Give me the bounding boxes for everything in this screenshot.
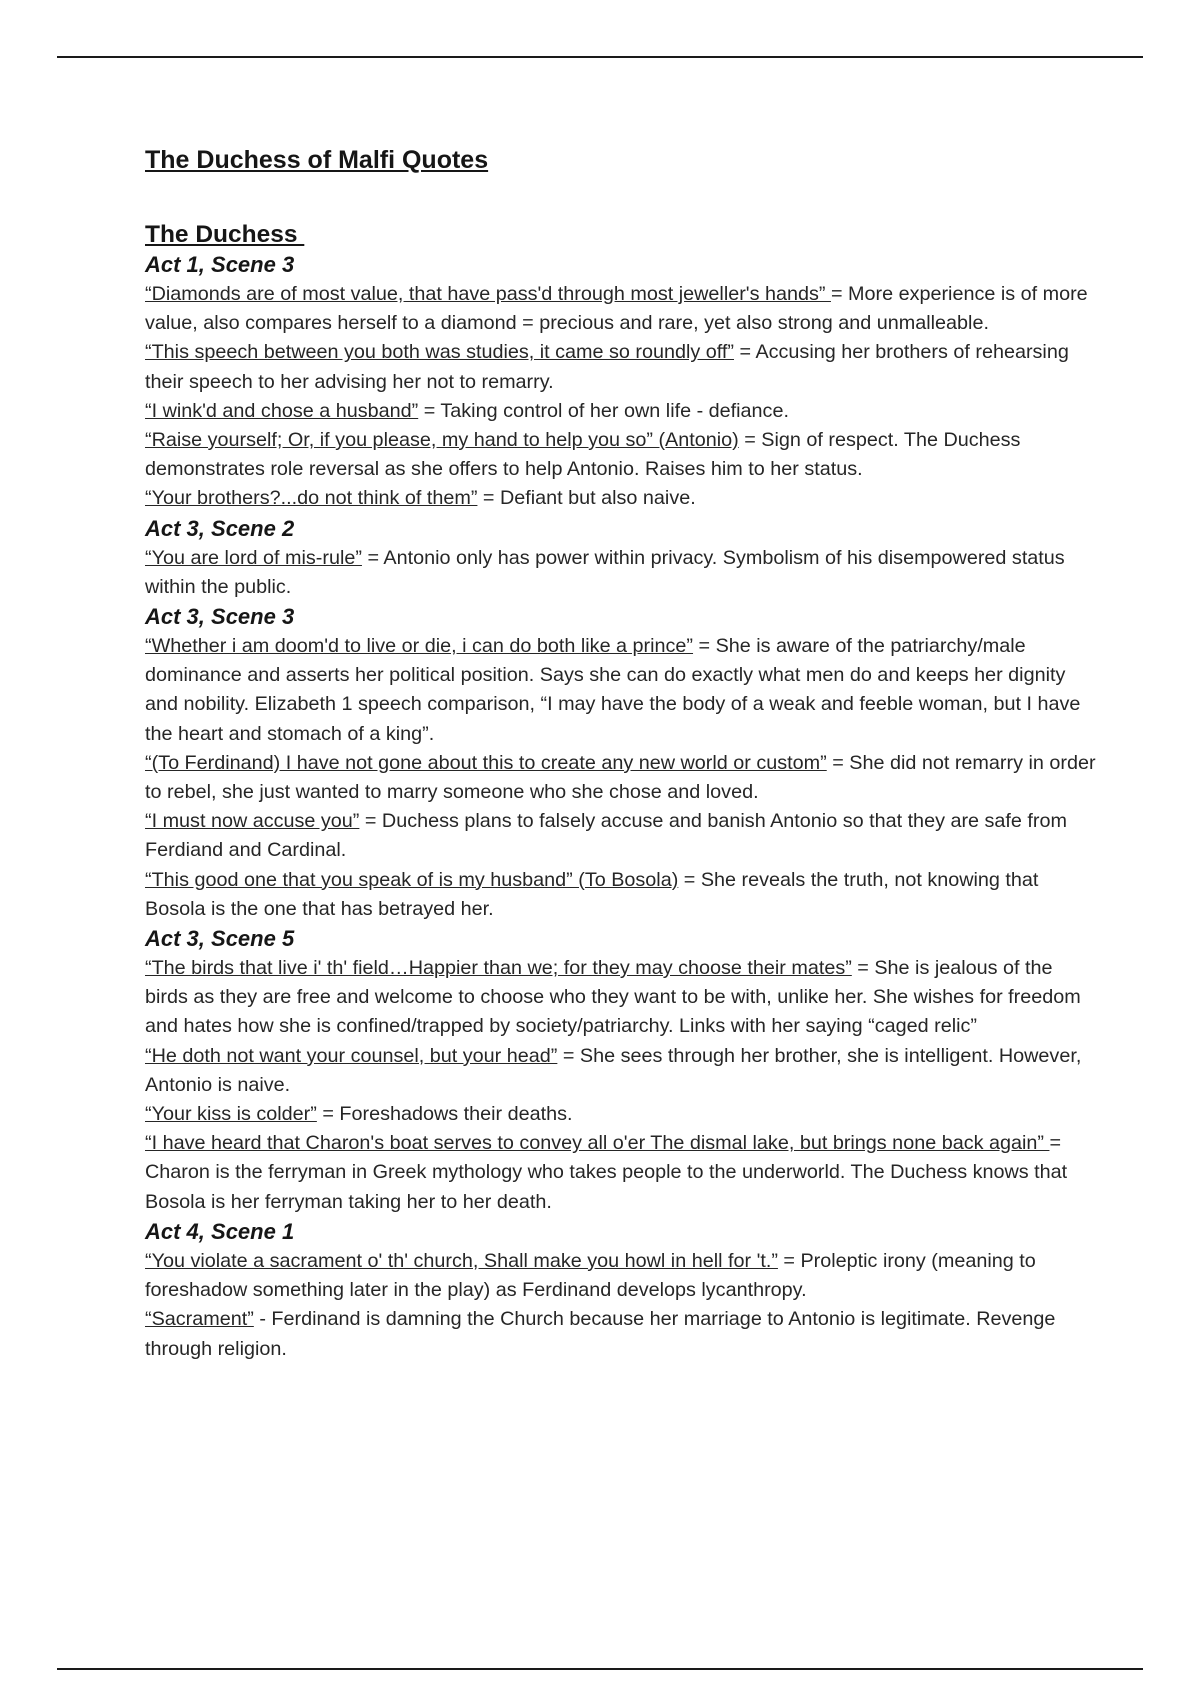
quote-text: “This good one that you speak of is my husband” (To Bosola) [145, 868, 679, 891]
scene-block [145, 1217, 1100, 1364]
quote-text: “This speech between you both was studies, it came so roundly off” [145, 341, 734, 364]
scene-block [145, 250, 1100, 514]
quote-text: “Raise yourself; Or, if you please, my hand to help you so” (Antonio) [145, 429, 739, 452]
quote-analysis: = She is aware of the patriarchy/male dominance and asserts her political position. Says she can do exactly what men do and keeps her dignity and nobility. Elizabeth 1 speech comparison, “I may have the body of a weak and feeble woman, but I have the heart and stomach of a king”. [145, 635, 1081, 745]
scene-heading: Act 3, Scene 2 [145, 515, 295, 541]
quote-analysis: = Sign of respect. The Duchess demonstrates role reversal as she offers to help Antonio. Raises him to her status. [145, 429, 1021, 481]
quote-entry [145, 866, 1100, 924]
quote-analysis: = Foreshadows their deaths. [316, 1103, 573, 1126]
quote-entry [145, 1100, 1100, 1129]
footer-rule [57, 1668, 1143, 1670]
quote-text: “I must now accuse you” [145, 810, 360, 833]
quote-analysis: = She did not remarry in order to rebel, she just wanted to marry someone who she chose and loved. [145, 751, 1096, 804]
quote-text: “You violate a sacrament o' th' church, Shall make you howl in hell for 't.” [145, 1249, 778, 1272]
quote-text: “You are lord of mis-rule” [145, 546, 362, 569]
quote-analysis: = Defiant but also naive. [477, 487, 696, 510]
quote-entry [145, 426, 1100, 484]
quote-entry [145, 954, 1100, 1042]
quote-analysis: = She sees through her brother, she is intelligent. However, Antonio is naive. [145, 1044, 1082, 1096]
quote-text: “Your kiss is colder” [145, 1103, 317, 1126]
quote-entry [145, 749, 1100, 807]
quote-entry [145, 280, 1100, 338]
quote-entry [145, 1129, 1100, 1217]
quote-text: “Sacrament” [145, 1308, 254, 1331]
scene-heading: Act 4, Scene 1 [145, 1218, 295, 1244]
quote-entry [145, 632, 1100, 749]
header-rule [57, 56, 1143, 58]
quote-text: “Your brothers?...do not think of them” [145, 487, 478, 510]
section-title: The Duchess [145, 221, 305, 248]
scene-block [145, 602, 1100, 924]
scene-heading: Act 3, Scene 3 [145, 604, 295, 630]
scene-list [145, 250, 1100, 1364]
scene-heading: Act 1, Scene 3 [145, 252, 295, 277]
scene-block [145, 924, 1100, 1217]
quote-text: “I have heard that Charon's boat serves to convey all o'er The dismal lake, but brings none back again” [145, 1132, 1050, 1155]
quote-entry [145, 1042, 1100, 1100]
quote-analysis: = More experience is of more value, also compares herself to a diamond = precious and rare, yet also strong and unmalleable. [145, 283, 1088, 335]
quote-analysis: = Taking control of her own life - defiance. [418, 399, 789, 422]
quote-analysis: = Antonio only has power within privacy. Symbolism of his disempowered status within the public. [145, 546, 1065, 598]
scene-heading: Act 3, Scene 5 [145, 926, 295, 952]
quote-analysis: = Accusing her brothers of rehearsing their speech to her advising her not to remarry. [145, 341, 1069, 393]
quote-entry [145, 484, 1100, 513]
quote-analysis: = Proleptic irony (meaning to foreshadow something later in the play) as Ferdinand develops lycanthropy. [145, 1249, 1036, 1302]
quote-entry [145, 544, 1100, 602]
document-title: The Duchess of Malfi Quotes [145, 146, 489, 174]
quote-entry [145, 1305, 1100, 1363]
quote-entry [145, 397, 1100, 426]
quote-text: “(To Ferdinand) I have not gone about this to create any new world or custom” [145, 751, 827, 774]
quote-entry [145, 338, 1100, 396]
quote-analysis: = She reveals the truth, not knowing that Bosola is the one that has betrayed her. [145, 868, 1039, 920]
quote-text: “The birds that live i' th' field…Happier than we; for they may choose their mates” [145, 957, 852, 980]
quote-text: “Diamonds are of most value, that have pass'd through most jeweller's hands” [145, 283, 831, 305]
quote-analysis: = Duchess plans to falsely accuse and banish Antonio so that they are safe from Ferdiand and Cardinal. [145, 810, 1067, 862]
document-body [145, 140, 1100, 1364]
quote-analysis: - Ferdinand is damning the Church because her marriage to Antonio is legitimate. Revenge through religion. [145, 1308, 1056, 1360]
quote-text: “He doth not want your counsel, but your head” [145, 1044, 558, 1067]
quote-entry [145, 1247, 1100, 1305]
quote-analysis: = She is jealous of the birds as they are free and welcome to choose who they want to be with, unlike her. She wishes for freedom and hates how she is confined/trapped by society/patriarchy. Links with her saying “caged relic” [145, 957, 1081, 1038]
quote-entry [145, 807, 1100, 865]
quote-text: “Whether i am doom'd to live or die, i can do both like a prince” [145, 635, 694, 658]
quote-text: “I wink'd and chose a husband” [145, 399, 419, 422]
quote-analysis: = Charon is the ferryman in Greek mythology who takes people to the underworld. The Duchess knows that Bosola is her ferryman taking her to her death. [145, 1132, 1068, 1213]
scene-block [145, 514, 1100, 602]
